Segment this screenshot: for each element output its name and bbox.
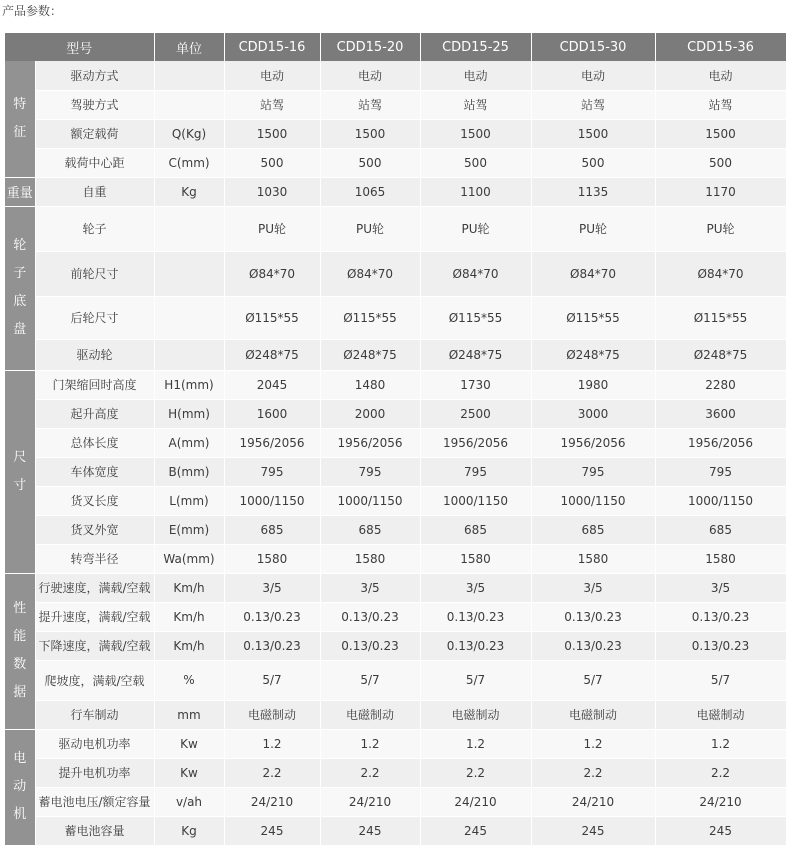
param-value: 1956/2056	[224, 428, 320, 457]
param-value: 1600	[224, 399, 320, 428]
param-value: 245	[655, 816, 786, 845]
param-value: 1956/2056	[531, 428, 655, 457]
param-value: 795	[531, 457, 655, 486]
param-value: 1100	[420, 177, 531, 206]
param-value: 2500	[420, 399, 531, 428]
param-value: 2045	[224, 370, 320, 399]
param-value: 站驾	[531, 90, 655, 119]
param-value: 1.2	[320, 729, 420, 758]
param-value: 5/7	[320, 660, 420, 700]
param-unit: Wa(mm)	[154, 544, 224, 573]
table-row	[5, 296, 786, 339]
param-unit: H(mm)	[154, 399, 224, 428]
param-label: 提升电机功率	[35, 758, 154, 787]
header-model-col: CDD15-20	[320, 33, 420, 61]
header-model-col: CDD15-36	[655, 33, 786, 61]
param-value: 1730	[420, 370, 531, 399]
param-value: 站驾	[320, 90, 420, 119]
param-value: Ø248*75	[531, 339, 655, 370]
param-value: 3000	[531, 399, 655, 428]
param-label: 门架缩回时高度	[35, 370, 154, 399]
param-value: 1480	[320, 370, 420, 399]
param-value: 电磁制动	[320, 700, 420, 729]
param-value: 245	[420, 816, 531, 845]
param-value: 1000/1150	[420, 486, 531, 515]
param-value: Ø115*55	[531, 296, 655, 339]
param-value: PU轮	[531, 206, 655, 251]
table-row	[5, 148, 786, 177]
param-value: 2000	[320, 399, 420, 428]
param-value: 1135	[531, 177, 655, 206]
param-value: 795	[320, 457, 420, 486]
param-label: 下降速度，满载/空载	[35, 631, 154, 660]
param-unit: v/ah	[154, 787, 224, 816]
param-value: 795	[224, 457, 320, 486]
header-model: 型号	[5, 33, 154, 61]
param-value: 3/5	[420, 573, 531, 602]
param-label: 转弯半径	[35, 544, 154, 573]
param-value: 3/5	[224, 573, 320, 602]
param-value: 5/7	[531, 660, 655, 700]
param-value: 1000/1150	[655, 486, 786, 515]
param-value: 500	[531, 148, 655, 177]
header-unit: 单位	[154, 33, 224, 61]
table-row	[5, 729, 786, 758]
param-value: 1580	[420, 544, 531, 573]
table-row	[5, 631, 786, 660]
param-value: 1.2	[655, 729, 786, 758]
param-value: 0.13/0.23	[420, 631, 531, 660]
param-value: 245	[320, 816, 420, 845]
param-value: 1956/2056	[420, 428, 531, 457]
table-row	[5, 602, 786, 631]
param-value: Ø248*75	[420, 339, 531, 370]
table-row	[5, 758, 786, 787]
param-label: 额定载荷	[35, 119, 154, 148]
param-unit: Q(Kg)	[154, 119, 224, 148]
header-model-col: CDD15-16	[224, 33, 320, 61]
table-row	[5, 251, 786, 296]
table-row	[5, 61, 786, 90]
param-value: 1000/1150	[320, 486, 420, 515]
param-value: 电动	[420, 61, 531, 90]
param-value: 685	[531, 515, 655, 544]
param-unit: Km/h	[154, 573, 224, 602]
param-unit: C(mm)	[154, 148, 224, 177]
param-value: 1500	[655, 119, 786, 148]
param-value: 0.13/0.23	[224, 631, 320, 660]
param-value: Ø115*55	[224, 296, 320, 339]
param-label: 行车制动	[35, 700, 154, 729]
param-label: 车体宽度	[35, 457, 154, 486]
param-value: 2.2	[655, 758, 786, 787]
param-value: 500	[320, 148, 420, 177]
param-value: Ø248*75	[320, 339, 420, 370]
param-value: Ø115*55	[320, 296, 420, 339]
param-value: 0.13/0.23	[531, 631, 655, 660]
param-unit	[154, 61, 224, 90]
param-value: 1580	[224, 544, 320, 573]
param-value: 电磁制动	[420, 700, 531, 729]
param-label: 自重	[35, 177, 154, 206]
param-label: 前轮尺寸	[35, 251, 154, 296]
param-unit: %	[154, 660, 224, 700]
param-value: 685	[224, 515, 320, 544]
header-model-col: CDD15-25	[420, 33, 531, 61]
param-value: 0.13/0.23	[320, 631, 420, 660]
header-row	[5, 33, 786, 61]
param-value: 1956/2056	[655, 428, 786, 457]
group-performance: 性 能 数 据	[5, 573, 35, 729]
param-value: 5/7	[420, 660, 531, 700]
param-value: Ø248*75	[224, 339, 320, 370]
header-model-col: CDD15-30	[531, 33, 655, 61]
table-row	[5, 660, 786, 700]
param-label: 蓄电池电压/额定容量	[35, 787, 154, 816]
param-unit	[154, 206, 224, 251]
param-value: 500	[420, 148, 531, 177]
param-value: 电动	[531, 61, 655, 90]
param-value: 24/210	[655, 787, 786, 816]
param-label: 轮子	[35, 206, 154, 251]
param-value: 795	[655, 457, 786, 486]
param-value: PU轮	[320, 206, 420, 251]
param-value: 0.13/0.23	[655, 602, 786, 631]
param-value: 1500	[224, 119, 320, 148]
param-value: 1030	[224, 177, 320, 206]
param-value: 2.2	[320, 758, 420, 787]
param-value: 电动	[320, 61, 420, 90]
param-value: 1000/1150	[531, 486, 655, 515]
param-value: 0.13/0.23	[224, 602, 320, 631]
param-value: PU轮	[655, 206, 786, 251]
param-unit	[154, 339, 224, 370]
param-unit: H1(mm)	[154, 370, 224, 399]
param-value: 500	[655, 148, 786, 177]
param-value: 1580	[320, 544, 420, 573]
param-value: 3/5	[531, 573, 655, 602]
param-value: 1580	[655, 544, 786, 573]
param-value: 795	[420, 457, 531, 486]
spec-body	[5, 61, 786, 845]
param-value: 电磁制动	[224, 700, 320, 729]
param-value: PU轮	[224, 206, 320, 251]
param-value: 3/5	[655, 573, 786, 602]
table-row	[5, 177, 786, 206]
param-value: Ø248*75	[655, 339, 786, 370]
param-value: 站驾	[655, 90, 786, 119]
param-value: 1500	[420, 119, 531, 148]
param-value: Ø115*55	[420, 296, 531, 339]
table-row	[5, 544, 786, 573]
param-unit: Kw	[154, 729, 224, 758]
table-row	[5, 399, 786, 428]
param-value: 1170	[655, 177, 786, 206]
param-label: 蓄电池容量	[35, 816, 154, 845]
param-label: 货叉外宽	[35, 515, 154, 544]
param-value: 24/210	[320, 787, 420, 816]
param-label: 爬坡度，满载/空载	[35, 660, 154, 700]
param-label: 总体长度	[35, 428, 154, 457]
param-value: 2.2	[420, 758, 531, 787]
group-dimensions: 尺 寸	[5, 370, 35, 573]
param-label: 后轮尺寸	[35, 296, 154, 339]
param-value: 2.2	[224, 758, 320, 787]
param-value: 0.13/0.23	[531, 602, 655, 631]
param-value: 1000/1150	[224, 486, 320, 515]
param-value: 1580	[531, 544, 655, 573]
param-value: 电动	[224, 61, 320, 90]
param-value: 1.2	[531, 729, 655, 758]
table-row	[5, 457, 786, 486]
table-row	[5, 370, 786, 399]
table-row	[5, 573, 786, 602]
param-value: 5/7	[224, 660, 320, 700]
param-value: 3/5	[320, 573, 420, 602]
param-value: 1.2	[224, 729, 320, 758]
param-value: 电动	[655, 61, 786, 90]
param-label: 货叉长度	[35, 486, 154, 515]
param-label: 驱动轮	[35, 339, 154, 370]
param-value: Ø84*70	[655, 251, 786, 296]
param-unit: Kg	[154, 816, 224, 845]
param-value: Ø84*70	[224, 251, 320, 296]
param-value: Ø84*70	[320, 251, 420, 296]
param-value: Ø84*70	[531, 251, 655, 296]
param-label: 起升高度	[35, 399, 154, 428]
param-label: 驾驶方式	[35, 90, 154, 119]
group-features: 特 征	[5, 61, 35, 177]
group-motor: 电 动 机	[5, 729, 35, 845]
param-value: 245	[224, 816, 320, 845]
param-value: 24/210	[224, 787, 320, 816]
table-row	[5, 700, 786, 729]
param-value: 1980	[531, 370, 655, 399]
param-value: 3600	[655, 399, 786, 428]
param-value: Ø115*55	[655, 296, 786, 339]
param-unit: Km/h	[154, 631, 224, 660]
param-unit: B(mm)	[154, 457, 224, 486]
param-unit: Km/h	[154, 602, 224, 631]
param-unit: E(mm)	[154, 515, 224, 544]
table-row	[5, 339, 786, 370]
group-wheels: 轮 子 底 盘	[5, 206, 35, 370]
param-value: 24/210	[531, 787, 655, 816]
param-value: 电磁制动	[655, 700, 786, 729]
param-unit: A(mm)	[154, 428, 224, 457]
page-label: 产品参数：	[2, 4, 63, 18]
param-label: 载荷中心距	[35, 148, 154, 177]
spec-table	[5, 33, 787, 846]
param-value: 685	[320, 515, 420, 544]
table-row	[5, 90, 786, 119]
param-unit: Kw	[154, 758, 224, 787]
param-value: 2.2	[531, 758, 655, 787]
param-value: PU轮	[420, 206, 531, 251]
param-value: 24/210	[420, 787, 531, 816]
param-unit: mm	[154, 700, 224, 729]
param-value: 1.2	[420, 729, 531, 758]
param-value: 0.13/0.23	[320, 602, 420, 631]
table-row	[5, 486, 786, 515]
param-value: 1065	[320, 177, 420, 206]
param-value: 0.13/0.23	[655, 631, 786, 660]
param-value: 电磁制动	[531, 700, 655, 729]
param-unit	[154, 296, 224, 339]
param-label: 提升速度，满载/空载	[35, 602, 154, 631]
param-value: 245	[531, 816, 655, 845]
group-weight: 重量	[5, 177, 35, 206]
param-label: 行驶速度，满载/空载	[35, 573, 154, 602]
param-value: 5/7	[655, 660, 786, 700]
param-label: 驱动方式	[35, 61, 154, 90]
table-row	[5, 119, 786, 148]
table-row	[5, 428, 786, 457]
table-row	[5, 515, 786, 544]
param-value: 1956/2056	[320, 428, 420, 457]
param-unit	[154, 90, 224, 119]
param-unit: L(mm)	[154, 486, 224, 515]
table-row	[5, 206, 786, 251]
param-value: 685	[420, 515, 531, 544]
param-value: 500	[224, 148, 320, 177]
param-value: 1500	[531, 119, 655, 148]
table-row	[5, 816, 786, 845]
param-value: 2280	[655, 370, 786, 399]
param-value: 1500	[320, 119, 420, 148]
param-label: 驱动电机功率	[35, 729, 154, 758]
param-unit	[154, 251, 224, 296]
param-value: 站驾	[224, 90, 320, 119]
table-row	[5, 787, 786, 816]
param-value: 0.13/0.23	[420, 602, 531, 631]
param-value: 685	[655, 515, 786, 544]
param-unit: Kg	[154, 177, 224, 206]
param-value: 站驾	[420, 90, 531, 119]
param-value: Ø84*70	[420, 251, 531, 296]
